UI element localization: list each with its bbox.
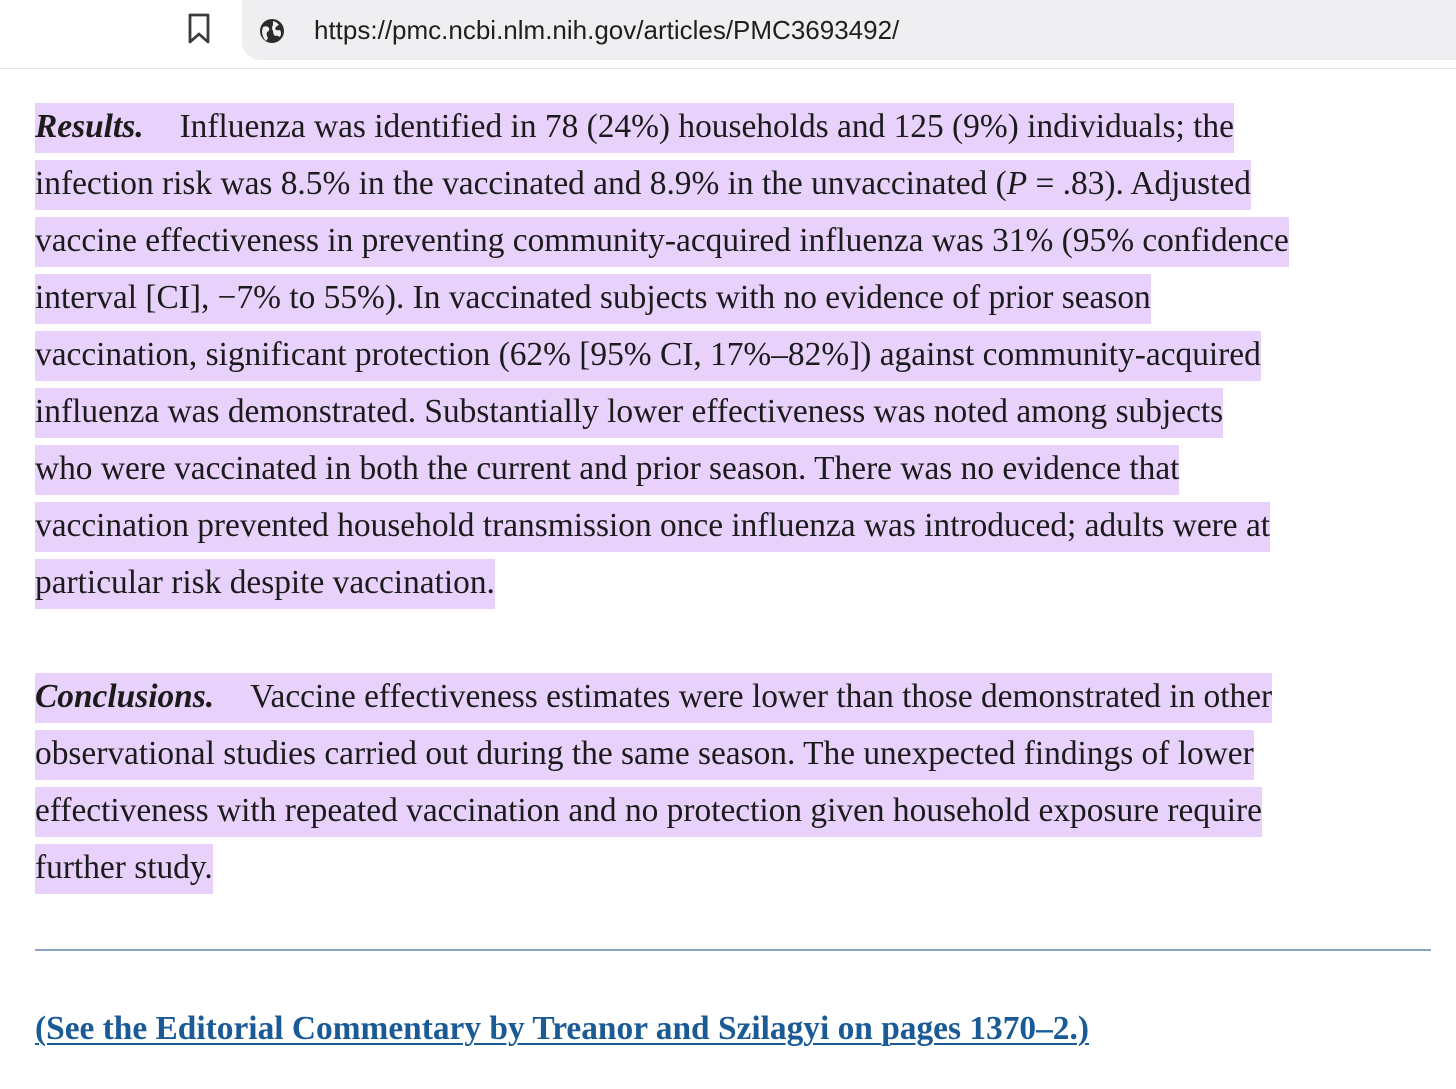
paragraph-gap xyxy=(35,611,1435,668)
globe-icon[interactable] xyxy=(258,17,286,45)
url-text[interactable]: https://pmc.ncbi.nlm.nih.gov/articles/PMC3693492/ xyxy=(314,15,900,45)
results-line-2: infection risk was 8.5% in the vaccinated and 8.9% in the unvaccinated (P = .83). Adjusted xyxy=(35,155,1435,212)
abstract-content xyxy=(35,98,1435,896)
results-line-4: interval [CI], −7% to 55%). In vaccinated subjects with no evidence of prior season xyxy=(35,269,1435,326)
results-line-8: vaccination prevented household transmission once influenza was introduced; adults were at xyxy=(35,497,1435,554)
results-paragraph xyxy=(35,98,1435,611)
address-bar[interactable] xyxy=(242,0,1456,60)
results-line-9: particular risk despite vaccination. xyxy=(35,554,1435,611)
results-line-6: influenza was demonstrated. Substantially lower effectiveness was noted among subjects xyxy=(35,383,1435,440)
results-line-7: who were vaccinated in both the current and prior season. There was no evidence that xyxy=(35,440,1435,497)
conclusions-line-2: observational studies carried out during the same season. The unexpected findings of lower xyxy=(35,725,1435,782)
section-divider xyxy=(35,949,1431,951)
conclusions-paragraph xyxy=(35,668,1435,896)
bookmark-button[interactable] xyxy=(182,14,216,48)
results-label: Results. xyxy=(35,108,144,145)
browser-toolbar xyxy=(0,0,1456,69)
conclusions-label: Conclusions. xyxy=(35,678,215,715)
conclusions-line-3: effectiveness with repeated vaccination and no protection given household exposure require xyxy=(35,782,1435,839)
bookmark-icon xyxy=(187,13,211,50)
results-line-3: vaccine effectiveness in preventing community-acquired influenza was 31% (95% confidence xyxy=(35,212,1435,269)
conclusions-line-1: Conclusions. Vaccine effectiveness estimates were lower than those demonstrated in other xyxy=(35,668,1435,725)
results-line-5: vaccination, significant protection (62% [95% CI, 17%–82%]) against community-acquired xyxy=(35,326,1435,383)
editorial-commentary-link[interactable]: (See the Editorial Commentary by Treanor and Szilagyi on pages 1370–2.) xyxy=(35,1010,1089,1047)
results-line-1: Results. Influenza was identified in 78 (24%) households and 125 (9%) individuals; the xyxy=(35,98,1435,155)
conclusions-line-4: further study. xyxy=(35,839,1435,896)
